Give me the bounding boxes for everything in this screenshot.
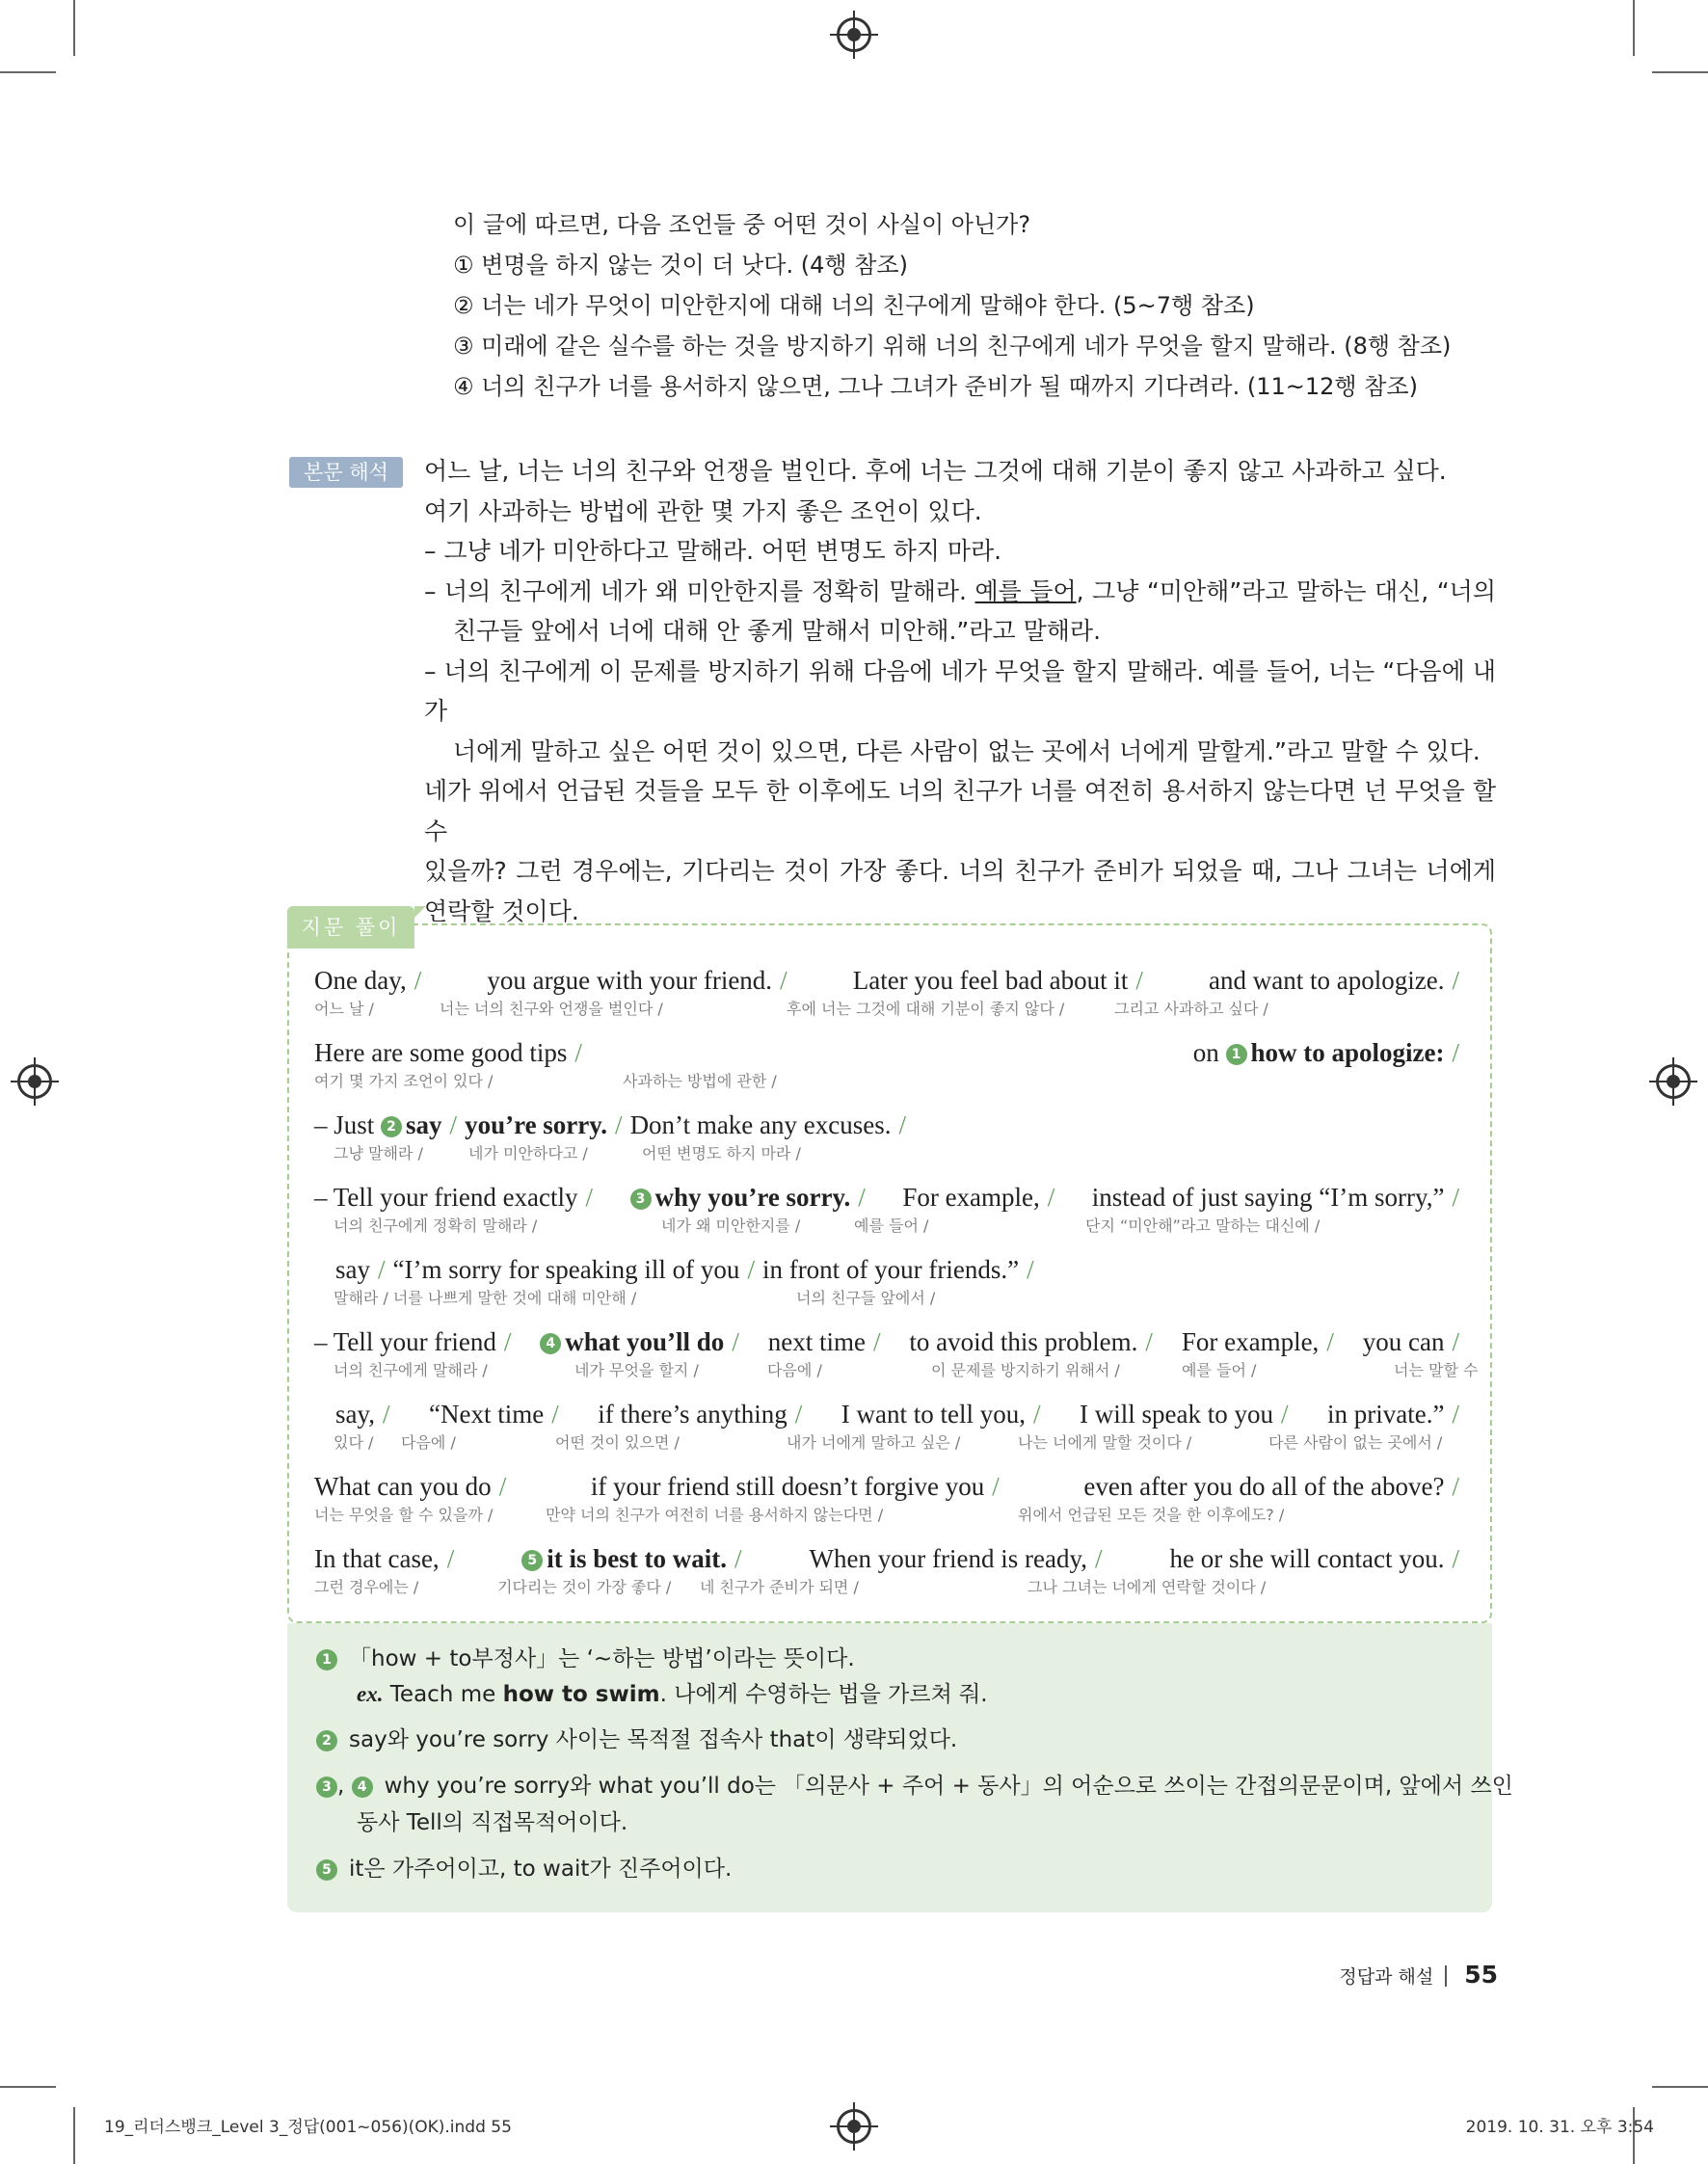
korean-gloss: 기다리는 것이 가장 좋다 / xyxy=(497,1578,672,1596)
chunk-divider: / xyxy=(1452,1544,1459,1573)
note-5: 5 it은 가주어이고, to wait가 진주어이다. xyxy=(316,1851,732,1887)
note-number-icon: 1 xyxy=(1226,1044,1247,1065)
korean-gloss: 위에서 언급된 모든 것을 한 이후에도? / xyxy=(1018,1506,1285,1524)
passage-english xyxy=(314,1542,1467,1575)
korean-gloss: 너는 무엇을 할 수 있을까 / xyxy=(314,1506,494,1524)
passage-english xyxy=(314,1109,1467,1141)
passage-line xyxy=(314,1325,1479,1398)
chunk-divider: / xyxy=(1047,1183,1055,1212)
english-chunk: I will speak to you / xyxy=(1080,1400,1289,1429)
english-chunk: For example, / xyxy=(902,1183,1055,1212)
note-number-icon: 5 xyxy=(316,1859,337,1881)
english-chunk: in private.” / xyxy=(1327,1400,1459,1429)
translation-line: 있을까? 그런 경우에는, 기다리는 것이 가장 좋다. 너의 친구가 준비가 되었을 때, 그나 그녀는 너에게 xyxy=(424,857,1496,885)
crop-mark xyxy=(1652,71,1708,73)
note-3-4: 3 , 4 why you’re sorry와 what you’ll do는 「의문사 + 주어 + 동사」의 어순으로 쓰이는 간접의문문이며, 앞에서 쓰인 xyxy=(316,1768,1513,1804)
chunk-divider: / xyxy=(898,1110,907,1139)
passage-line xyxy=(314,1036,1467,1109)
chunk-divider: / xyxy=(446,1544,455,1573)
translation-line: 친구들 앞에서 너에 대해 안 좋게 말해서 미안해.”라고 말해라. xyxy=(453,617,1102,645)
english-chunk: 3 why you’re sorry. / xyxy=(630,1181,873,1214)
english-chunk: in front of your friends.” / xyxy=(761,1255,1034,1284)
english-chunk: One day, / xyxy=(314,966,422,995)
note-number-icon: 4 xyxy=(540,1333,561,1354)
korean-gloss: 여기 몇 가지 조언이 있다 / xyxy=(314,1072,494,1090)
note-number-icon: 4 xyxy=(352,1777,373,1798)
translation-line: 네가 위에서 언급된 것들을 모두 한 이후에도 너의 친구가 너를 여전히 용서하지 않는다면 넌 무엇을 할 수 xyxy=(424,777,1496,845)
chunk-divider: / xyxy=(1452,1472,1459,1501)
chunk-divider: / xyxy=(378,1255,386,1284)
chunk-divider: / xyxy=(414,966,422,995)
english-chunk: What can you do / xyxy=(314,1472,507,1501)
korean-gloss: 어떤 것이 있으면 / xyxy=(555,1433,680,1452)
english-chunk: say, / xyxy=(335,1400,390,1429)
translation-line: 어느 날, 너는 너의 친구와 언쟁을 벌인다. 후에 너는 그것에 대해 기분이 좋지 않고 사과하고 싶다. xyxy=(424,457,1447,485)
underlined-phrase: 예를 들어 xyxy=(974,576,1077,605)
english-chunk: “Next time / xyxy=(429,1400,559,1429)
chunk-divider: / xyxy=(872,1327,881,1356)
translation-line: 여기 사과하는 방법에 관한 몇 가지 좋은 조언이 있다. xyxy=(424,496,982,525)
question-option: ① 변명을 하지 않는 것이 더 낫다. (4행 참조) xyxy=(453,252,908,279)
translation-block xyxy=(424,451,1496,931)
korean-gloss: 내가 너에게 말하고 싶은 / xyxy=(787,1433,961,1452)
english-chunk: “I’m sorry for speaking ill of you / xyxy=(392,1255,755,1284)
chunk-divider: / xyxy=(1452,1400,1459,1429)
korean-gloss: 다른 사람이 없는 곳에서 / xyxy=(1268,1433,1443,1452)
chunk-divider: / xyxy=(794,1400,803,1429)
note-number-icon: 2 xyxy=(316,1730,337,1751)
passage-english xyxy=(314,1036,1467,1069)
crop-mark xyxy=(0,71,56,73)
chunk-divider: / xyxy=(992,1472,1000,1501)
english-chunk: Here are some good tips / xyxy=(314,1038,582,1067)
english-chunk: and want to apologize. / xyxy=(1209,966,1459,995)
print-slug-date: 2019. 10. 31. 오후 3:54 xyxy=(1465,2118,1654,2137)
passage-line xyxy=(314,1253,1467,1325)
passage-english xyxy=(335,1398,1467,1430)
english-chunk: next time / xyxy=(767,1327,881,1356)
chunk-divider: / xyxy=(1281,1400,1289,1429)
korean-gloss: 너는 너의 친구와 언쟁을 벌인다 / xyxy=(440,1000,663,1018)
note-number-icon: 1 xyxy=(316,1649,337,1670)
crop-mark xyxy=(73,2107,75,2164)
chunk-divider: / xyxy=(1326,1327,1334,1356)
korean-gloss: 후에 너는 그것에 대해 기분이 좋지 않다 / xyxy=(787,1000,1065,1018)
english-chunk: – Just 2 say / xyxy=(314,1110,458,1139)
chunk-divider: / xyxy=(574,1038,582,1067)
question-prompt: 이 글에 따르면, 다음 조언들 중 어떤 것이 사실이 아닌가? xyxy=(453,211,1031,238)
chunk-divider: / xyxy=(732,1327,739,1356)
passage-english xyxy=(314,1325,1467,1358)
registration-mark-icon xyxy=(837,17,871,52)
chunk-divider: / xyxy=(780,966,787,995)
grammar-notes xyxy=(287,1623,1513,1912)
korean-gloss: 네가 미안하다고 / xyxy=(468,1144,588,1162)
chunk-divider: / xyxy=(747,1255,755,1284)
english-chunk: you’re sorry. / xyxy=(465,1110,623,1139)
chunk-divider: / xyxy=(551,1400,559,1429)
passage-line xyxy=(314,1109,1467,1181)
korean-gloss: 다음에 / xyxy=(401,1433,456,1452)
chunk-divider: / xyxy=(1145,1327,1153,1356)
note-number-icon: 2 xyxy=(381,1116,402,1137)
chunk-divider: / xyxy=(734,1544,742,1573)
chunk-divider: / xyxy=(383,1400,390,1429)
english-chunk: For example, / xyxy=(1181,1327,1334,1356)
korean-gloss: 너의 친구에게 정확히 말해라 / xyxy=(334,1216,538,1235)
chunk-divider: / xyxy=(1135,966,1143,995)
chunk-divider: / xyxy=(858,1183,866,1212)
passage-english xyxy=(335,1253,1467,1286)
passage-english xyxy=(314,1181,1467,1214)
english-chunk: – Tell your friend exactly / xyxy=(314,1183,594,1212)
korean-gloss: 있다 / xyxy=(334,1433,374,1452)
chunk-divider: / xyxy=(498,1472,507,1501)
korean-gloss: 네가 무엇을 할지 / xyxy=(574,1361,699,1379)
korean-gloss: 그냥 말해라 / xyxy=(334,1144,423,1162)
translation-label: 본문 해석 xyxy=(289,457,403,488)
note-number-icon: 3 xyxy=(630,1189,652,1210)
english-chunk: even after you do all of the above? / xyxy=(1083,1472,1459,1501)
chunk-divider: / xyxy=(615,1110,623,1139)
english-chunk: he or she will contact you. / xyxy=(1169,1544,1459,1573)
korean-gloss: 너의 친구들 앞에서 / xyxy=(796,1289,936,1307)
passage-line xyxy=(314,1542,1467,1615)
crop-mark xyxy=(0,2086,56,2088)
translation-line: – 너의 친구에게 네가 왜 미안한지를 정확히 말해라. 예를 들어, 그냥 “미안해”라고 말하는 대신, “너의 xyxy=(424,576,1496,605)
crop-mark xyxy=(1652,2086,1708,2088)
english-chunk: – Tell your friend / xyxy=(314,1327,512,1356)
korean-gloss: 나는 너에게 말할 것이다 / xyxy=(1018,1433,1192,1452)
chunk-divider: / xyxy=(1027,1255,1034,1284)
note-3-4-cont: 동사 Tell의 직접목적어이다. xyxy=(357,1810,628,1835)
passage-line xyxy=(314,1181,1467,1253)
english-chunk: instead of just saying “I’m sorry,” / xyxy=(1091,1183,1459,1212)
english-chunk: When your friend is ready, / xyxy=(809,1544,1103,1573)
chunk-divider: / xyxy=(1452,1327,1459,1356)
section-name: 정답과 해설 xyxy=(1339,1966,1434,1988)
divider xyxy=(1445,1965,1447,1987)
print-slug-file: 19_리더스뱅크_Level 3_정답(001~056)(OK).indd 55 xyxy=(104,2118,512,2137)
korean-gloss: 다음에 / xyxy=(767,1361,822,1379)
korean-gloss: 만약 너의 친구가 여전히 너를 용서하지 않는다면 / xyxy=(546,1506,884,1524)
note-number-icon: 3 xyxy=(316,1777,337,1798)
note-2: 2 say와 you’re sorry 사이는 목적절 접속사 that이 생략되었다. xyxy=(316,1722,957,1758)
english-chunk: 4 what you’ll do / xyxy=(540,1325,747,1358)
chunk-divider: / xyxy=(1452,1183,1459,1212)
passage-lines xyxy=(314,964,1479,1615)
question-block xyxy=(453,204,1451,407)
english-chunk: Later you feel bad about it / xyxy=(852,966,1143,995)
note-number-icon: 5 xyxy=(521,1550,543,1571)
chunk-divider: / xyxy=(1452,966,1459,995)
korean-gloss: 너는 말할 수 xyxy=(1394,1361,1479,1379)
korean-gloss: 예를 들어 / xyxy=(854,1216,929,1235)
question-option: ④ 너의 친구가 너를 용서하지 않으면, 그나 그녀가 준비가 될 때까지 기다려라. (11~12행 참조) xyxy=(453,373,1418,400)
english-chunk: to avoid this problem. / xyxy=(909,1327,1153,1356)
note-1-example: ex. Teach me how to swim. 나에게 수영하는 법을 가르쳐 줘. xyxy=(357,1682,988,1707)
crop-mark xyxy=(73,0,75,56)
english-chunk: In that case, / xyxy=(314,1544,455,1573)
registration-mark-icon xyxy=(17,1064,52,1099)
korean-gloss: 너의 친구에게 말해라 / xyxy=(334,1361,488,1379)
translation-line: 너에게 말하고 싶은 어떤 것이 있으면, 다른 사람이 없는 곳에서 너에게 말할게.”라고 말할 수 있다. xyxy=(453,736,1481,765)
passage-line xyxy=(314,1398,1467,1470)
korean-gloss: 어떤 변명도 하지 마라 / xyxy=(642,1144,801,1162)
korean-gloss: 네 친구가 준비가 되면 / xyxy=(700,1578,859,1596)
korean-gloss: 단지 “미안해”라고 말하는 대신에 / xyxy=(1085,1216,1321,1235)
korean-gloss: 그리고 사과하고 싶다 / xyxy=(1114,1000,1268,1018)
passage-english xyxy=(314,964,1467,997)
page-number: 55 xyxy=(1464,1961,1498,1989)
crop-mark xyxy=(1633,0,1635,56)
translation-line: 연락할 것이다. xyxy=(424,896,579,925)
chunk-divider: / xyxy=(1452,1038,1459,1067)
english-chunk: if there’s anything / xyxy=(598,1400,803,1429)
passage-english xyxy=(314,1470,1467,1503)
registration-mark-icon xyxy=(837,2109,871,2144)
question-option: ② 너는 네가 무엇이 미안한지에 대해 너의 친구에게 말해야 한다. (5~7행 참조) xyxy=(453,292,1255,319)
english-chunk: 5 it is best to wait. / xyxy=(521,1542,749,1575)
korean-gloss: 어느 날 / xyxy=(314,1000,374,1018)
english-chunk: say / xyxy=(335,1255,386,1284)
english-chunk: if your friend still doesn’t forgive you / xyxy=(590,1472,1000,1501)
english-chunk: Don’t make any excuses. / xyxy=(629,1110,907,1139)
chunk-divider: / xyxy=(585,1183,594,1212)
page-footer xyxy=(1339,1961,1498,1989)
chunk-divider: / xyxy=(1094,1544,1103,1573)
english-chunk: you can / xyxy=(1362,1327,1459,1356)
chunk-divider: / xyxy=(449,1110,458,1139)
english-chunk: on 1 how to apologize: / xyxy=(1192,1038,1459,1067)
korean-gloss: 사과하는 방법에 관한 / xyxy=(623,1072,777,1090)
question-option: ③ 미래에 같은 실수를 하는 것을 방지하기 위해 너의 친구에게 네가 무엇을 할지 말해라. (8행 참조) xyxy=(453,333,1452,360)
passage-line xyxy=(314,1470,1467,1542)
english-chunk: you argue with your friend. / xyxy=(487,966,787,995)
english-chunk: I want to tell you, / xyxy=(841,1400,1041,1429)
registration-mark-icon xyxy=(1656,1064,1691,1099)
passage-line xyxy=(314,964,1467,1036)
korean-gloss: 예를 들어 / xyxy=(1182,1361,1257,1379)
korean-gloss: 네가 왜 미안한지를 / xyxy=(661,1216,801,1235)
passage-label: 지문 풀이 xyxy=(287,906,414,948)
chunk-divider: / xyxy=(1032,1400,1041,1429)
translation-line: – 그냥 네가 미안하다고 말해라. 어떤 변명도 하지 마라. xyxy=(424,537,1002,565)
translation-line: – 너의 친구에게 이 문제를 방지하기 위해 다음에 네가 무엇을 할지 말해라. 예를 들어, 너는 “다음에 내가 xyxy=(424,656,1496,725)
chunk-divider: / xyxy=(503,1327,512,1356)
note-1: 1 「how + to부정사」는 ‘~하는 방법’이라는 뜻이다. xyxy=(316,1641,855,1677)
korean-gloss: 그런 경우에는 / xyxy=(314,1578,419,1596)
korean-gloss: 말해라 / 너를 나쁘게 말한 것에 대해 미안해 / xyxy=(334,1289,637,1307)
korean-gloss: 이 문제를 방지하기 위해서 / xyxy=(931,1361,1120,1379)
korean-gloss: 그나 그녀는 너에게 연락할 것이다 / xyxy=(1027,1578,1267,1596)
